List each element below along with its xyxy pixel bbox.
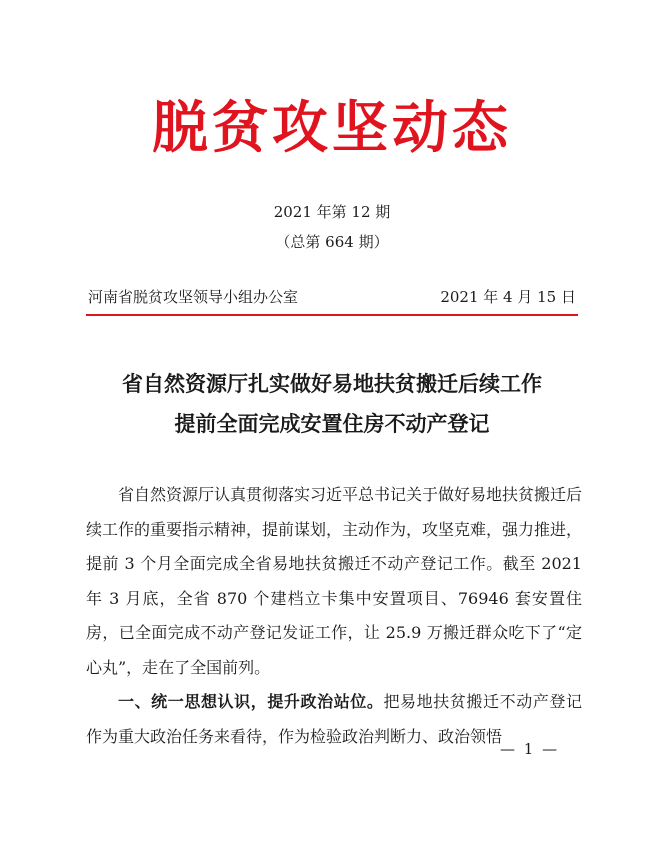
issue-number: 2021 年第 12 期 [273,203,391,221]
masthead-title: 脱贫攻坚动态 [152,95,512,161]
headline-line-2: 提前全面完成安置住房不动产登记 [174,412,490,436]
total-issue-number: （总第 664 期） [275,233,389,251]
issuing-organization: 河南省脱贫攻坚领导小组办公室 [88,288,299,306]
section-text: 把易地扶贫搬迁不动产登记作为重大政治任务来看待，作为检验政治判断力、政治领悟 [86,692,582,746]
paragraph-1: 省自然资源厅认真贯彻落实习近平总书记关于做好易地扶贫搬迁后续工作的重要指示精神，提前谋划，主动作为，攻坚克难，强力推进，提前 3 个月全面完成全省易地扶贫搬迁不动产登记工作。截至 2021 年 3 月底，全省 870 个建档立卡集中安置项目、76946 套安置住房，已全面完成不动产登记发证工作，让 25.9 万搬迁群众吃下了“定心丸”，走在了全国前列。 [86,485,583,677]
section-heading: 一、统一思想认识，提升政治站位。 [118,692,384,711]
article-body [86,478,582,754]
page-number: — 1 — [500,740,560,758]
issue-date: 2021 年 4 月 15 日 [440,288,576,306]
issuer-line [88,284,578,310]
red-divider [86,314,578,316]
headline-line-1: 省自然资源厅扎实做好易地扶贫搬迁后续工作 [122,372,542,396]
